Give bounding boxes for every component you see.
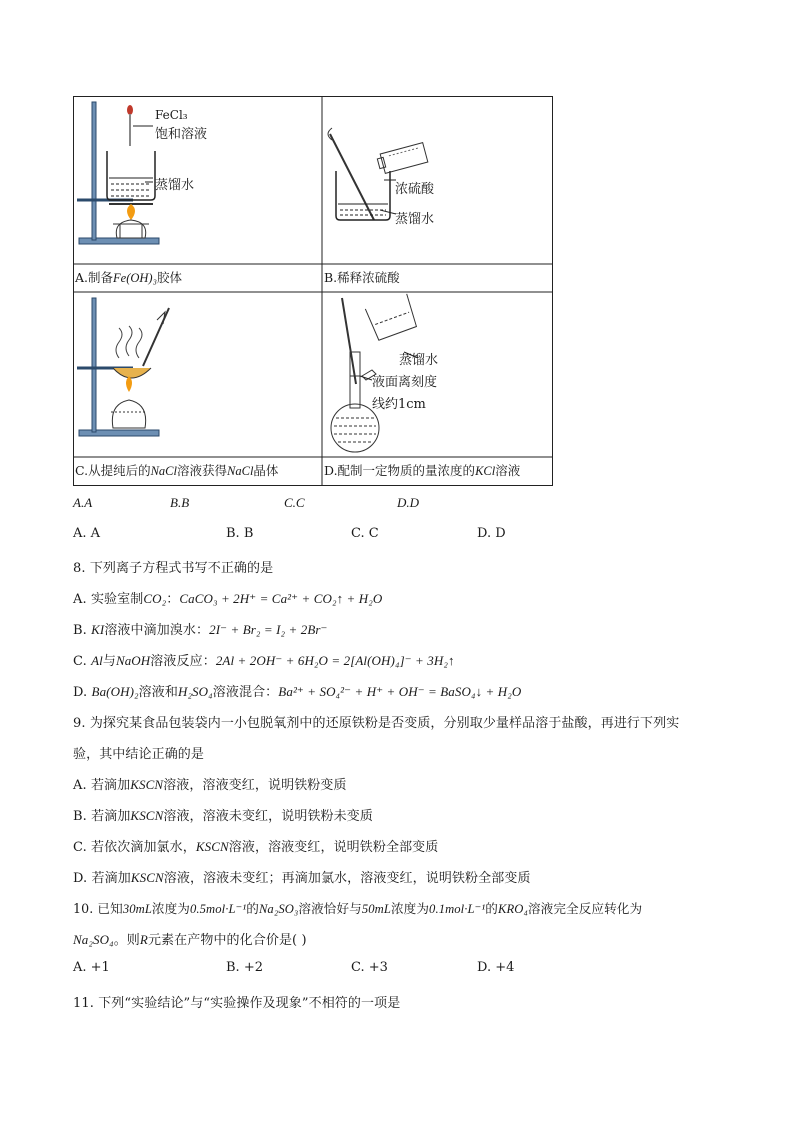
fe-oh3-colloid-apparatus xyxy=(73,96,322,264)
volumetric-flask-apparatus xyxy=(322,292,553,457)
label-concentrated-sulfuric-acid: 浓硫酸 xyxy=(395,182,435,197)
q10-option-a[interactable]: A. +1 xyxy=(73,960,110,975)
q7-option-d[interactable]: D. D xyxy=(477,526,506,541)
label-liquid-below-mark: 液面离刻度 xyxy=(372,375,438,390)
q7-inline-option-c: C.C xyxy=(284,495,305,510)
q9-option-d[interactable]: D. 若滴加KSCN溶液，溶液未变红；再滴加氯水，溶液变红，说明铁粉全部变质 xyxy=(73,870,531,886)
q9-option-a[interactable]: A. 若滴加KSCN溶液，溶液变红，说明铁粉变质 xyxy=(73,777,347,793)
q8-option-b[interactable]: B. KI溶液中滴加溴水：2I⁻ + Br₂ = I₂ + 2Br⁻ xyxy=(73,622,328,638)
q7-inline-option-b: B.B xyxy=(170,495,190,510)
q7-option-b[interactable]: B. B xyxy=(226,526,254,541)
dilute-sulfuric-acid-apparatus xyxy=(322,96,553,264)
label-saturated-solution: 饱和溶液 xyxy=(155,127,208,142)
label-about-1cm: 线约1cm xyxy=(372,397,426,412)
caption-d: D.配制一定物质的量浓度的KCl溶液 xyxy=(324,463,521,478)
q10-stem-line1: 10. 已知30mL浓度为0.5mol·L⁻¹的Na₂SO₃溶液恰好与50mL浓度为0.1mol·L⁻¹的KRO₄溶液完全反应转化为 xyxy=(73,901,643,916)
q9-option-c[interactable]: C. 若依次滴加氯水，KSCN溶液，溶液变红，说明铁粉全部变质 xyxy=(73,839,439,855)
q11-stem: 11. 下列“实验结论”与“实验操作及现象”不相符的一项是 xyxy=(73,996,401,1011)
caption-a: A.制备Fe(OH)₃胶体 xyxy=(75,270,182,285)
label-distilled-water-d: 蒸馏水 xyxy=(399,353,439,368)
q10-option-d[interactable]: D. +4 xyxy=(477,960,515,975)
q10-stem-line2: Na₂SO₄。则R元素在产物中的化合价是( ) xyxy=(73,932,307,948)
apparatus-table xyxy=(73,96,553,486)
q9-stem-line1: 9. 为探究某食品包装袋内一小包脱氧剂中的还原铁粉是否变质，分别取少量样品溶于盐酸，再进行下列实 xyxy=(73,716,680,731)
q7-inline-option-d: D.D xyxy=(397,495,420,510)
q8-stem: 8. 下列离子方程式书写不正确的是 xyxy=(73,561,274,576)
q7-option-c[interactable]: C. C xyxy=(351,526,379,541)
q9-stem-line2: 验，其中结论正确的是 xyxy=(73,747,205,762)
q7-inline-option-a: A.A xyxy=(73,495,93,510)
label-distilled-water-a: 蒸馏水 xyxy=(155,178,195,193)
q8-option-a[interactable]: A. 实验室制CO₂：CaCO₃ + 2H⁺ = Ca²⁺ + CO₂↑ + H₂O xyxy=(73,591,383,607)
q9-option-b[interactable]: B. 若滴加KSCN溶液，溶液未变红，说明铁粉未变质 xyxy=(73,808,373,824)
q8-option-c[interactable]: C. Al与NaOH溶液反应：2Al + 2OH⁻ + 6H₂O = 2[Al(OH)₄]⁻ + 3H₂↑ xyxy=(73,653,455,669)
caption-b: B.稀释浓硫酸 xyxy=(324,270,400,285)
evaporation-apparatus xyxy=(73,292,322,457)
q8-option-d[interactable]: D. Ba(OH)₂溶液和H₂SO₄溶液混合：Ba²⁺ + SO₄²⁻ + H⁺ + OH⁻ = BaSO₄↓ + H₂O xyxy=(73,684,522,700)
q10-option-b[interactable]: B. +2 xyxy=(226,960,263,975)
q10-option-c[interactable]: C. +3 xyxy=(351,960,388,975)
q7-option-a[interactable]: A. A xyxy=(73,526,101,541)
label-distilled-water-b: 蒸馏水 xyxy=(395,212,435,227)
label-fecl3: FeCl₃ xyxy=(155,108,188,122)
caption-c: C.从提纯后的NaCl溶液获得NaCl晶体 xyxy=(75,463,279,478)
